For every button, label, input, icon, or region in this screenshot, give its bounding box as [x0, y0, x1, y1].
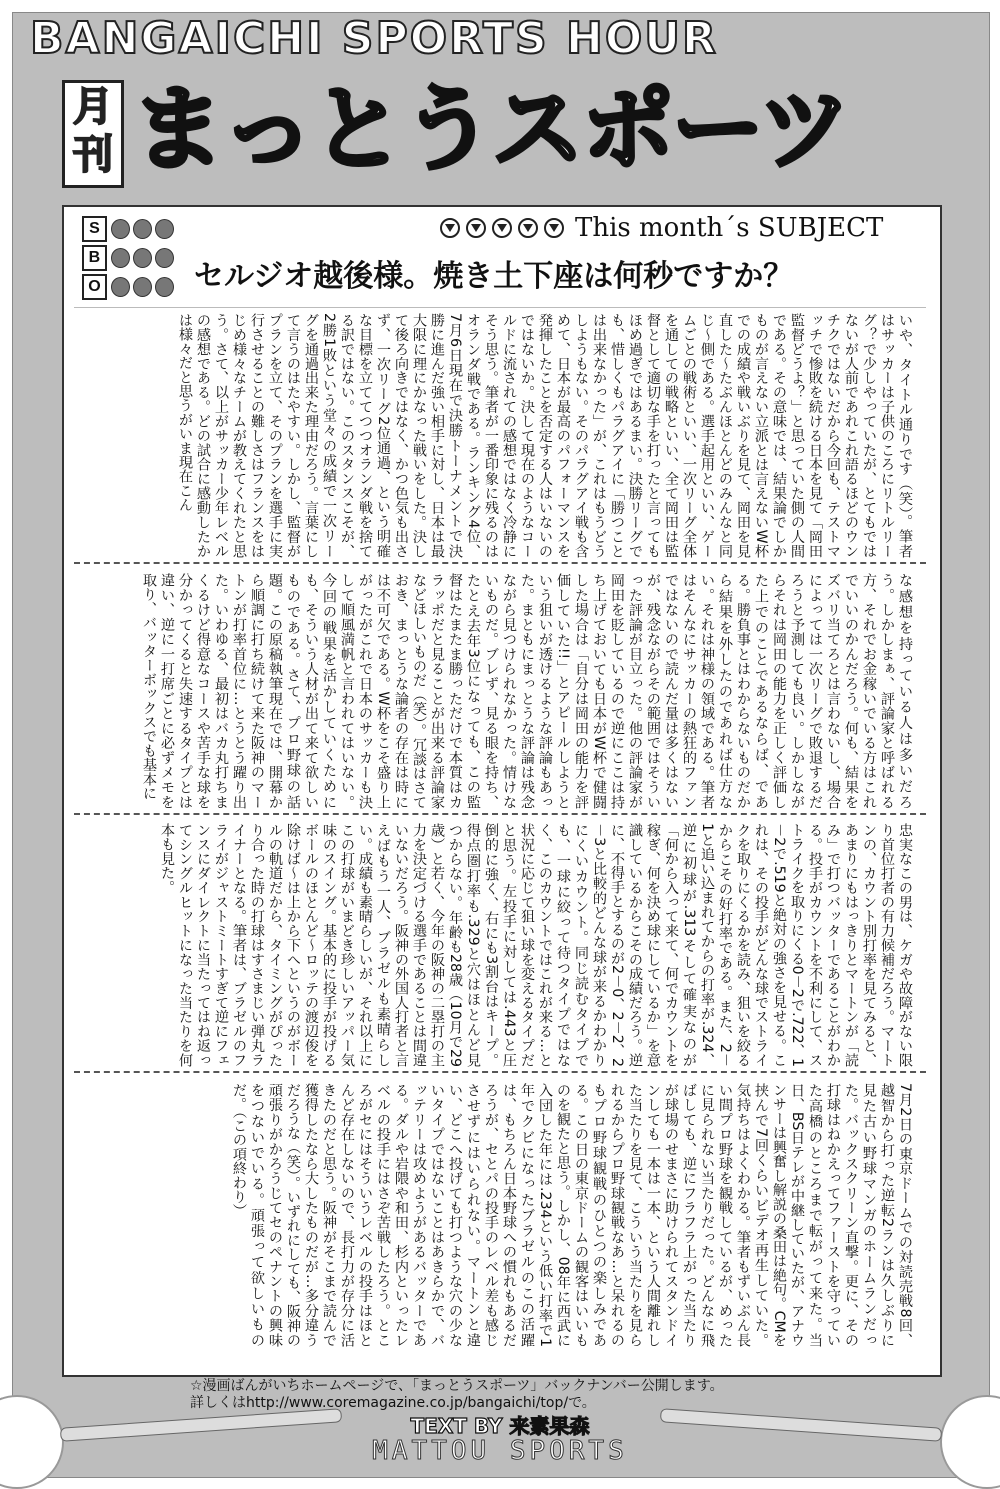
sbo-letter-o: O: [82, 274, 107, 300]
down-arrow-circle-icon: [491, 217, 513, 239]
article-headline: セルジオ越後様。焼き土下座は何秒ですか？: [194, 259, 794, 294]
footer-brand: MATTOU SPORTS: [372, 1436, 628, 1466]
sbo-letter-s: S: [82, 216, 107, 242]
count-dot-icon: [111, 277, 130, 297]
band-divider: [74, 813, 926, 815]
count-dot-icon: [133, 248, 152, 268]
sbo-row-b: [82, 244, 177, 271]
sbo-indicator: [82, 215, 177, 301]
sbo-row-s: [82, 215, 177, 242]
article-band-3: 忠実なこの男は、ケガや故障がない限り首位打者の有力候補だろう。マートンの、カウント別打率を見てみると、あまりにもはっきりとマートンが「読み」で打つバッターであることがわかる。投手がカウントを不利にして、ストライクを取りにくる0－2で.722、1－2で.519と絶対の強さを見せる。これは、その投手がどんな球でストライクを取りにくるかを読み、狙いを絞るからこその好打率である。また、2－1と追い込まれてからの打率が.324、逆に初球が.313そして確実なのが「何から入って来て、何でカウントを稼ぎ、何を決め球にしているか」を意識しているからこその成績だろう。逆に、不得手とするのが2－0、2－2、2－3と比較的どんな球が来るかわかりにくいカウント。同じ読むタイプでも、一球に絞って待つタイプではなく、このカウントではこれが来る…と状況に応じて狙い球を変えるタイプだと思う。左投手に対しては.443と圧倒的に強く、右にも3割台はキープ。得点圏打率も.329と穴はほとんど見つからない。年齢も28歳（10月で29歳）と若く、今年の阪神の二塁打の主力を決定づける選手であることは間違いないだろう。阪神の外国人打者と言えばもう一人、ブラゼルも素晴らしい。成績も素晴らしいが、それ以上にこの打球がいまどき珍しいアッパー気味のスイング。基本的に投手が投げるボールのほとんど～ロッテの渡辺俊を除けば～は上から下へというのがボールの軌道だから、タイミングがぴったり合った時の打球はすさまじい弾丸ライナーとなる。筆者は、ブラゼルのフライがジャストミートすぎて逆にフェンスにダイレクトに当たってはね返ってシングルヒットになった当たりを何本も見た。: [159, 823, 913, 1067]
band-divider: [74, 562, 926, 564]
count-dot-icon: [133, 219, 152, 239]
count-dot-icon: [111, 219, 130, 239]
subject-header: [439, 211, 929, 245]
author-credit: TEXT BY 来素果森: [410, 1414, 590, 1438]
masthead-title: まっとうスポーツ: [132, 75, 849, 183]
count-dot-icon: [155, 277, 174, 297]
footer-note: [190, 1378, 830, 1412]
down-arrow-circle-icon: [517, 217, 539, 239]
down-arrow-circle-icon: [465, 217, 487, 239]
count-dot-icon: [155, 219, 174, 239]
band-divider: [74, 1071, 926, 1073]
footer-note-line-2: 詳しくはhttp://www.coremagazine.co.jp/bangaichi/top/で。: [190, 1395, 596, 1411]
count-dot-icon: [111, 248, 130, 268]
subject-label: This month´s SUBJECT: [575, 213, 884, 243]
count-dot-icon: [133, 277, 152, 297]
count-dot-icon: [155, 248, 174, 268]
gekkan-char-1: 月: [73, 83, 113, 130]
gekkan-label: [62, 80, 124, 188]
article-band-1: いや、タイトル通りです（笑）。筆者はサッカーは子供のころにリトルリーグ？で少しやっていたが、とてもではないが人前であれこれ語るほどのウンチクではないだから今回も、テストマッチで惨敗を続ける日本を見て「岡田監督どうよ？」と思っていた側の人間である。その意味では、結果論でしかものが言えない立派とは言えないW杯での成績や戦いぶりを見て、岡田を見直した～たぶんほとんどのみんなと同じ～側である。選手起用といい、ゲームごとの戦術といい、一次リーグ全体を通しての戦略といい、全て岡田は監督として適切な手を打ったと言ってもほめ過ぎではあるまい。決勝リーグでも、惜しくもパラグアイに「勝つことは出来なかった」が、これはもうどうしようもない。そのパラグアイ戦も含めて、日本が最高のパフォーマンスを発揮したことを否定する人はいないのではないか。決して現在のようなコールドに流されての感想ではなく冷静にそう思う。筆者が一番印象に残るのはオランダ戦である。ランキング4位、7月6日現在で決勝トーナメントで決勝に進んだ強い相手に対し、日本は最大限に理にかなった戦いをした。決して後ろ向きではなく、かつ色気も出さず、一次リーグ2位通過、という明確な目標を立ててつつオランダ戦を捨てる訳ではない。このスタンスこそが、2勝1敗という堂々の成績で一次リーグを通過出来た理由だろう。言葉にして言うのはたやすい。しかし、監督がプランを立て、そのプランを選手に実行させることの難しさはフランスをはじめ様々なチームが教えてくれたと思う。さて、以上がサッカー少年レベルの感想である。どの試合に感動したかは様々だと思うがいま現在こん: [177, 313, 913, 558]
gekkan-char-2: 刊: [73, 131, 113, 178]
article-band-2: な感想を持っている人は多いだろう。しかしまぁ、評論家と呼ばれる方、それでお金稼いでいる方はこれでいいのかんだろう。何も、結果をズバリ当てろとは言わないし、場合によっては一次リーグで敗退するだろうと予測しても良い。しかしながらそれは岡田の能力を正しく評価した上でのことであるならば、である。勝負事とはわからないものだから結果を外したのであれば仕方ない。それは神様の領域である。筆者はそんなにサッカーの熱狂的ファンではないので読んだ量は多くはないが、残念ながらその範囲ではそういった評論が目立った。他の評論家が岡田を貶しているので逆にここは持ち上げておいても日本がW杯で健闘した場合は「自分は岡田の能力を評価していた!!」とアピールしようという狙いが透けるような評論もあった。まともにまっとうな評論は残念ながら見つけられなかった。情けないものだ。ブレず、見る眼を持ち、たとえ去年3位になっても、この監督はたまたま勝っただけで本質はカラッポだと見ることが出来る評論家などほしいものだ（笑）。冗談はさておき、まっとうな論者の存在は時には不可欠である。W杯をこそ盛り上がったがこれで日本のサッカーも決して順風満帆と言われてはいない。今回の戦果を活かしていくためにも、そういう人材が出て来て欲しいものである。さて、プロ野球の話題。この原稿執筆現在では、開幕から順調に打ち続けて来た阪神のマートンが打率首位に…とうとう躍り出た。いわゆる、最初はバカ丸打ちまくるけど得意なコースや苦手な球を分かってくると失速するタイプとは違い、逆に一打席ごとに必ずメモを取り、バッターボックスでも基本に: [141, 573, 913, 809]
down-arrow-circle-icon: [543, 217, 565, 239]
banner-title: BANGAICHI SPORTS HOUR: [30, 13, 718, 64]
divider: [74, 307, 926, 308]
down-arrow-circle-icon: [439, 217, 461, 239]
masthead: [62, 76, 942, 188]
footer-note-line-1: ☆漫画ばんがいちホームページで、「まっとうスポーツ」バックナンバー公開します。: [190, 1378, 724, 1394]
sbo-row-o: [82, 273, 177, 300]
article-band-4: 7月2日の東京ドームでの対読売戦8回、越智から打った逆転2ランは久しぶりに見た古い野球マンガのホームランだった。バックスクリーン直撃。更に、その打球はねかえってファーストを守っていた高橋のところまで転がって来た。当日、BS日テレが中継していたが、アナウンサーは興奮し解説の桑田は絶句。CMを挟んで7回くらいビデオ再生していた。気持ちはよくわかる。筆者もずいぶん長い間プロ野球を観戦しているが、めったに見られない当たりだった。どんなに飛ばしても、逆にフラフラ上がった当たりが球場のせまさに助けられてスタンドインしても一本は一本、という人間離れした当たりを見て、こういう当たりを見られるからプロ野球観戦なあ…と呆れるのもプロ野球観戦のひとつの楽しみである。この日の東京ドームの観客はいいものを観たと思う。しかし、08年に西武に入団した年には.234という低い打率で1年でクビになったブラゼルのこの活躍は、もちろん日本野球への慣れもあるだろうが、セとパの投手のレベル差も感じさせずにはいられない。マートンと違い、どこへ投げても打つような穴の少ないタイプではないことはあきらかで、バッテリーは攻めようがあるバッターである。ダルや岩隈や和田、杉内といったレベルの投手にはさぞ苦戦したろう。ところがセにはそういうレベルの投手はほとんど存在しないので、長打力が存分に活きたのだと思う。阪神がそこまで読んで獲得したなら大したものだが…多分違うだろうな（笑）。いずれにしても、阪神の頑張りがかろうじてセのペナントの興味をつないでいる。頑張って欲しいものだ。（この項終わり）: [231, 1083, 913, 1347]
sbo-letter-b: B: [82, 245, 107, 271]
